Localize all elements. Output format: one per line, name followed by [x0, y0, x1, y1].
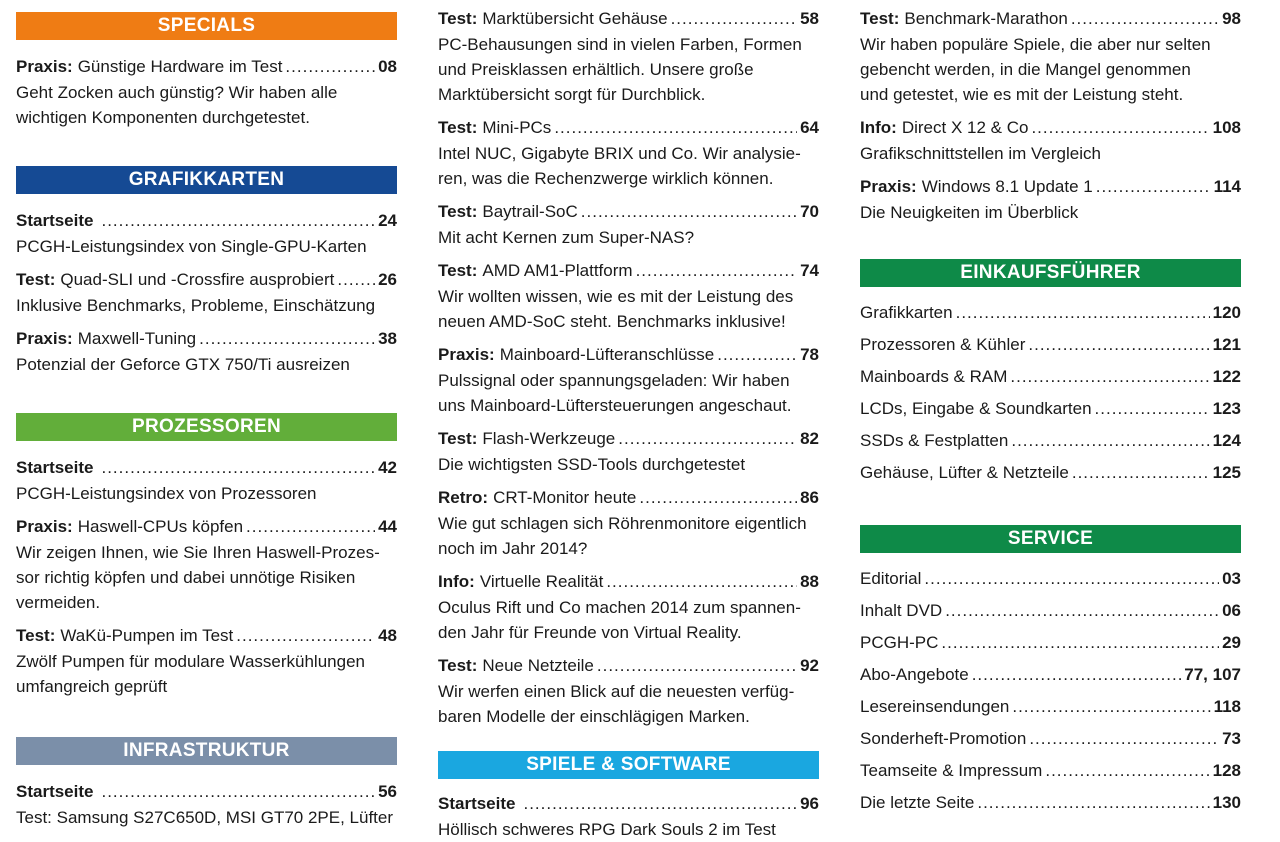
index-item[interactable] [860, 755, 1241, 787]
leader-dots [101, 208, 375, 234]
leader-dots [337, 267, 375, 293]
leader-dots [1029, 723, 1219, 755]
toc-entry[interactable] [438, 199, 819, 250]
index-item[interactable] [860, 627, 1241, 659]
entry-keyword: Test: [860, 9, 900, 28]
index-item[interactable] [860, 723, 1241, 755]
leader-dots [717, 342, 797, 368]
page-number: 108 [1212, 118, 1241, 137]
page-number: 38 [378, 329, 397, 348]
toc-entry[interactable] [16, 326, 397, 377]
page-number: 121 [1212, 335, 1241, 354]
section-header-spiele-software: SPIELE & SOFTWARE [438, 751, 819, 779]
leader-dots [523, 791, 797, 817]
entry-description: Intel NUC, Gigabyte BRIX und Co. Wir analysie- [438, 144, 801, 163]
entry-title: Mainboard-Lüfteranschlüsse [499, 345, 715, 364]
entry-description: PC-Behausungen sind in vielen Farben, Formen [438, 35, 802, 54]
toc-entry[interactable] [860, 6, 1241, 107]
entry-description: und Preisklassen erhältlich. Unsere große [438, 60, 754, 79]
leader-dots [945, 595, 1219, 627]
entry-description: und getestet, wie es mit der Leistung steht. [860, 85, 1184, 104]
entry-description: Grafikschnittstellen im Vergleich [860, 144, 1101, 163]
page-number: 124 [1212, 431, 1241, 450]
page-number: 88 [800, 572, 819, 591]
entry-description: Zwölf Pumpen für modulare Wasserkühlungen [16, 652, 365, 671]
page-number: 78 [800, 345, 819, 364]
index-item[interactable] [860, 297, 1241, 329]
index-item[interactable] [860, 563, 1241, 595]
section-header-specials: SPECIALS [16, 12, 397, 40]
entry-keyword: Info: [860, 118, 897, 137]
entry-keyword: Retro: [438, 488, 489, 507]
column-left [16, 0, 397, 830]
entry-keyword: Praxis: [16, 329, 73, 348]
entry-description: Mit acht Kernen zum Super-NAS? [438, 228, 695, 247]
leader-dots [977, 787, 1209, 819]
item-title: PCGH-PC [860, 633, 939, 652]
index-item[interactable] [860, 787, 1241, 819]
leader-dots [956, 297, 1210, 329]
entry-keyword: Test: [16, 270, 56, 289]
toc-entry[interactable] [438, 791, 819, 842]
entry-description: Wir wollten wissen, wie es mit der Leistung des [438, 287, 794, 306]
entry-keyword: Test: [16, 626, 56, 645]
index-item[interactable] [860, 457, 1241, 489]
page-number: 86 [800, 488, 819, 507]
index-item[interactable] [860, 393, 1241, 425]
page-number: 130 [1212, 793, 1241, 812]
entry-title: Haswell-CPUs köpfen [77, 517, 244, 536]
entry-title: CRT-Monitor heute [493, 488, 637, 507]
page-number: 118 [1213, 697, 1241, 716]
leader-dots [1028, 329, 1209, 361]
section-header-einkaufsfuehrer: EINKAUFSFÜHRER [860, 259, 1241, 287]
leader-dots [1095, 393, 1210, 425]
toc-entry[interactable] [438, 342, 819, 418]
item-title: Lesereinsendungen [860, 697, 1010, 716]
entry-keyword: Praxis: [16, 57, 73, 76]
page-number: 44 [378, 517, 397, 536]
item-title: Sonderheft-Promotion [860, 729, 1027, 748]
entry-keyword: Praxis: [860, 177, 917, 196]
leader-dots [554, 115, 797, 141]
item-title: Gehäuse, Lüfter & Netzteile [860, 463, 1069, 482]
entry-keyword: Praxis: [438, 345, 495, 364]
entry-keyword: Test: [438, 429, 478, 448]
leader-dots [199, 326, 375, 352]
item-title: LCDs, Eingabe & Soundkarten [860, 399, 1092, 418]
entry-title: Benchmark-Marathon [904, 9, 1068, 28]
toc-entry[interactable] [16, 54, 397, 130]
page-number: 122 [1212, 367, 1241, 386]
page-number: 77, 107 [1184, 665, 1241, 684]
entry-keyword: Startseite [16, 211, 94, 230]
entry-description: Wir zeigen Ihnen, wie Sie Ihren Haswell-Prozes- [16, 543, 380, 562]
leader-dots [972, 659, 1182, 691]
page-number: 70 [800, 202, 819, 221]
toc-entry[interactable] [438, 569, 819, 645]
toc-entry[interactable] [16, 455, 397, 506]
leader-dots [606, 569, 797, 595]
item-title: Prozessoren & Kühler [860, 335, 1026, 354]
page-number: 73 [1222, 729, 1241, 748]
page-number: 92 [800, 656, 819, 675]
index-item[interactable] [860, 691, 1241, 723]
toc-entry[interactable] [16, 267, 397, 318]
entry-keyword: Info: [438, 572, 475, 591]
page-number: 123 [1212, 399, 1241, 418]
page-number: 24 [378, 211, 397, 230]
entry-title: Neue Netzteile [482, 656, 594, 675]
entry-title: Windows 8.1 Update 1 [921, 177, 1093, 196]
item-title: Inhalt DVD [860, 601, 943, 620]
toc-entry[interactable] [438, 426, 819, 477]
index-item[interactable] [860, 659, 1241, 691]
entry-title: Baytrail-SoC [482, 202, 578, 221]
entry-description: Die Neuigkeiten im Überblick [860, 203, 1079, 222]
page-number: 58 [800, 9, 819, 28]
item-title: SSDs & Festplatten [860, 431, 1009, 450]
toc-entry[interactable] [438, 258, 819, 334]
entry-title: Direct X 12 & Co [901, 118, 1029, 137]
entry-description: uns Mainboard-Lüftersteuerungen angeschaut. [438, 396, 792, 415]
entry-title: Mini-PCs [482, 118, 552, 137]
entry-description: noch im Jahr 2014? [438, 539, 588, 558]
entry-keyword: Test: [438, 202, 478, 221]
entry-description: Höllisch schweres RPG Dark Souls 2 im Test [438, 820, 776, 839]
toc-entry[interactable] [860, 115, 1241, 166]
entry-description: Inklusive Benchmarks, Probleme, Einschätzung [16, 296, 376, 315]
leader-dots [236, 623, 375, 649]
entry-description: gebencht werden, in die Mangel genommen [860, 60, 1191, 79]
page-number: 98 [1222, 9, 1241, 28]
page-number: 114 [1213, 177, 1241, 196]
item-title: Editorial [860, 569, 922, 588]
entry-description: Die wichtigsten SSD-Tools durchgetestet [438, 455, 746, 474]
leader-dots [924, 563, 1219, 595]
entry-description: PCGH-Leistungsindex von Prozessoren [16, 484, 317, 503]
index-item[interactable] [860, 425, 1241, 457]
page-number: 03 [1222, 569, 1241, 588]
leader-dots [941, 627, 1219, 659]
item-title: Teamseite & Impressum [860, 761, 1043, 780]
entry-description: Marktübersicht sorgt für Durchblick. [438, 85, 706, 104]
entry-title: Günstige Hardware im Test [77, 57, 283, 76]
toc-entry[interactable] [16, 514, 397, 615]
leader-dots [1010, 361, 1209, 393]
entry-description: baren Modelle der einschlägigen Marken. [438, 707, 750, 726]
column-right [860, 6, 1241, 819]
toc-entry[interactable] [16, 779, 397, 830]
entry-keyword: Startseite [438, 794, 516, 813]
leader-dots [581, 199, 797, 225]
entry-description: Wie gut schlagen sich Röhrenmonitore eigentlich [438, 514, 807, 533]
leader-dots [671, 6, 798, 32]
entry-title: Flash-Werkzeuge [482, 429, 616, 448]
page-number: 64 [800, 118, 819, 137]
leader-dots [285, 54, 375, 80]
section-header-infrastruktur: INFRASTRUKTUR [16, 737, 397, 765]
leader-dots [618, 426, 797, 452]
toc-entry[interactable] [860, 174, 1241, 225]
leader-dots [1072, 457, 1210, 489]
entry-keyword: Test: [438, 656, 478, 675]
page-number: 42 [378, 458, 397, 477]
entry-description: sor richtig köpfen und dabei unnötige Risiken [16, 568, 356, 587]
entry-description: Oculus Rift und Co machen 2014 zum spannen- [438, 598, 801, 617]
page-number: 125 [1212, 463, 1241, 482]
item-title: Abo-Angebote [860, 665, 969, 684]
entry-title: AMD AM1-Plattform [482, 261, 633, 280]
leader-dots [1096, 174, 1211, 200]
leader-dots [101, 779, 375, 805]
item-title: Mainboards & RAM [860, 367, 1008, 386]
entry-title: Maxwell-Tuning [77, 329, 197, 348]
section-header-grafikkarten: GRAFIKKARTEN [16, 166, 397, 194]
leader-dots [1011, 425, 1209, 457]
einkauf-list [860, 297, 1241, 489]
page-number: 82 [800, 429, 819, 448]
page-number: 74 [800, 261, 819, 280]
leader-dots [246, 514, 375, 540]
entry-description: Wir haben populäre Spiele, die aber nur selten [860, 35, 1211, 54]
entry-description: Geht Zocken auch günstig? Wir haben alle [16, 83, 338, 102]
entry-keyword: Startseite [16, 458, 94, 477]
service-list [860, 563, 1241, 819]
page-number: 128 [1212, 761, 1241, 780]
entry-keyword: Startseite [16, 782, 94, 801]
entry-title: Virtuelle Realität [479, 572, 604, 591]
leader-dots [101, 455, 375, 481]
entry-title: WaKü-Pumpen im Test [60, 626, 234, 645]
entry-description: wichtigen Komponenten durchgetestet. [16, 108, 310, 127]
index-item[interactable] [860, 329, 1241, 361]
entry-description: Test: Samsung S27C650D, MSI GT70 2PE, Lüfter [16, 808, 394, 827]
toc-entry[interactable] [16, 208, 397, 259]
toc-entry[interactable] [438, 6, 819, 107]
leader-dots [597, 653, 797, 679]
entry-description: vermeiden. [16, 593, 101, 612]
leader-dots [1045, 755, 1209, 787]
page-number: 120 [1212, 303, 1241, 322]
page-number: 48 [378, 626, 397, 645]
entry-description: PCGH-Leistungsindex von Single-GPU-Karten [16, 237, 367, 256]
entry-keyword: Test: [438, 261, 478, 280]
page-number: 96 [800, 794, 819, 813]
column-middle [438, 6, 819, 842]
index-item[interactable] [860, 361, 1241, 393]
entry-description: Potenzial der Geforce GTX 750/Ti ausreizen [16, 355, 350, 374]
entry-title: Marktübersicht Gehäuse [482, 9, 668, 28]
leader-dots [636, 258, 798, 284]
page-number: 06 [1222, 601, 1241, 620]
entry-keyword: Test: [438, 9, 478, 28]
entry-description: neuen AMD-SoC steht. Benchmarks inklusive! [438, 312, 786, 331]
leader-dots [1071, 6, 1219, 32]
page-number: 26 [378, 270, 397, 289]
toc-entry[interactable] [438, 485, 819, 561]
page-number: 29 [1222, 633, 1241, 652]
entry-description: Wir werfen einen Blick auf die neuesten verfüg- [438, 682, 795, 701]
entry-description: Pulssignal oder spannungsgeladen: Wir haben [438, 371, 790, 390]
item-title: Grafikkarten [860, 303, 953, 322]
page-number: 56 [378, 782, 397, 801]
index-item[interactable] [860, 595, 1241, 627]
entry-description: umfangreich geprüft [16, 677, 168, 696]
entry-keyword: Test: [438, 118, 478, 137]
toc-entry[interactable] [16, 623, 397, 699]
entry-title: Quad-SLI und -Crossfire ausprobiert [60, 270, 335, 289]
toc-entry[interactable] [438, 115, 819, 191]
section-header-service: SERVICE [860, 525, 1241, 553]
leader-dots [639, 485, 797, 511]
leader-dots [1012, 691, 1210, 723]
item-title: Die letzte Seite [860, 793, 975, 812]
page-number: 08 [378, 57, 397, 76]
entry-description: den Jahr für Freunde von Virtual Reality. [438, 623, 742, 642]
entry-description: ren, was die Rechenzwerge wirklich können. [438, 169, 774, 188]
section-header-prozessoren: PROZESSOREN [16, 413, 397, 441]
toc-entry[interactable] [438, 653, 819, 729]
entry-keyword: Praxis: [16, 517, 73, 536]
leader-dots [1031, 115, 1209, 141]
